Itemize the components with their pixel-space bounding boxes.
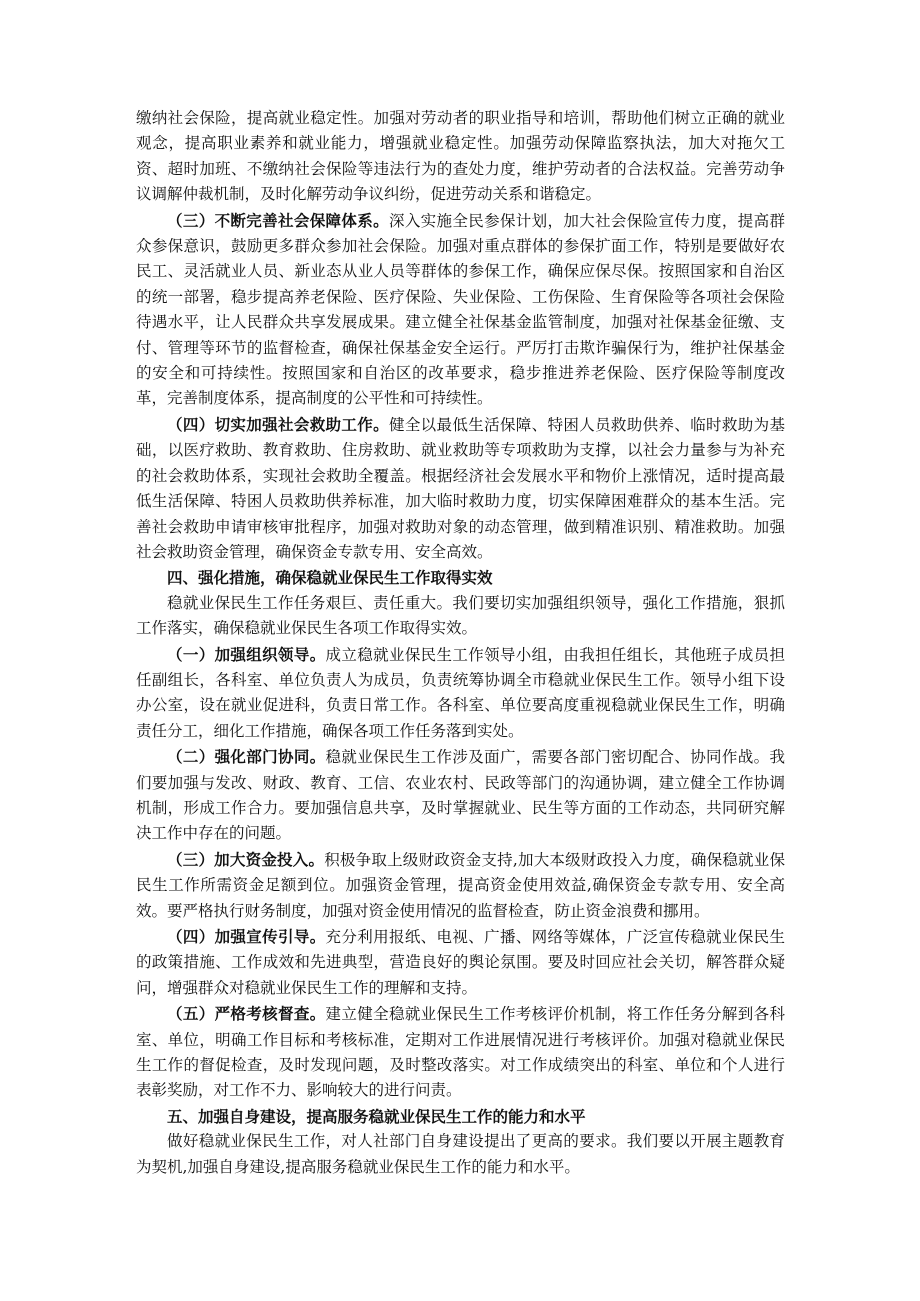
section-heading-4: 四、强化措施，确保稳就业保民生工作取得实效 [167, 568, 493, 588]
paragraph-funding [136, 847, 785, 924]
paragraph-text: 充分利用报纸、电视、广播、网络等媒体，广泛宣传稳就业保民生的政策措施、工作成效和先进典型，营造良好的舆论氛围。要及时回应社会关切，解答群众疑问，增强群众对稳就业保民生工作的理解和支持。 [136, 928, 785, 997]
paragraph-section-5-intro [136, 1129, 785, 1180]
paragraph-text: 稳就业保民生工作涉及面广，需要各部门密切配合、协同作战。我们要加强与发改、财政、教育、工信、农业农村、民政等部门的沟通协调，建立健全工作协调机制，形成工作合力。要加强信息共享，及时掌握就业、民生等方面的工作动态，共同研究解决工作中存在的问题。 [136, 748, 785, 843]
paragraph-lead: （二）强化部门协同。 [167, 747, 326, 767]
paragraph-lead: （一）加强组织领导。 [167, 644, 326, 664]
paragraph-social-security [136, 208, 785, 412]
paragraph-social-assistance [136, 412, 785, 565]
paragraph-section-4-intro [136, 591, 785, 642]
paragraph-text: 稳就业保民生工作任务艰巨、责任重大。我们要切实加强组织领导，强化工作措施，狠抓工作落实，确保稳就业保民生各项工作取得实效。 [136, 593, 785, 638]
paragraph-text: 做好稳就业保民生工作，对人社部门自身建设提出了更高的要求。我们要以开展主题教育为契机,加强自身建设,提高服务稳就业保民生工作的能力和水平。 [136, 1132, 785, 1176]
paragraph-assessment [136, 1001, 785, 1104]
paragraph-text: 深入实施全民参保计划，加大社会保险宣传力度，提高群众参保意识，鼓励更多群众参加社会保险。加强对重点群体的参保扩面工作，特别是要做好农民工、灵活就业人员、新业态从业人员等群体的参保工作，确保应保尽保。按照国家和自治区的统一部署，稳步提高养老保险、医疗保险、失业保险、工伤保险、生育保险等各项社会保险待遇水平，让人民群众共享发展成果。建立健全社保基金监管制度，加强对社保基金征缴、支付、管理等环节的监督检查，确保社保基金安全运行。严厉打击欺诈骗保行为，维护社保基金的安全和可持续性。按照国家和自治区的改革要求，稳步推进养老保险、医疗保险等制度改革，完善制度体系，提高制度的公平性和可持续性。 [136, 211, 785, 408]
paragraph-lead: （三）加大资金投入。 [167, 849, 325, 869]
paragraph-text: 健全以最低生活保障、特困人员救助供养、临时救助为基础，以医疗救助、教育救助、住房救助、就业救助等专项救助为支撑，以社会力量参与为补充的社会救助体系，实现社会救助全覆盖。根据经济社会发展水平和物价上涨情况，适时提高最低生活保障、特困人员救助供养标准，加大临时救助力度，切实保障困难群众的基本生活。完善社会救助申请审核审批程序，加强对救助对象的动态管理，做到精准识别、精准救助。加强社会救助资金管理，确保资金专款专用、安全高效。 [136, 415, 785, 561]
section-heading-5: 五、加强自身建设，提高服务稳就业保民生工作的能力和水平 [167, 1106, 586, 1126]
paragraph-organization [136, 642, 785, 745]
paragraph-lead: （四）切实加强社会救助工作。 [167, 414, 389, 434]
paragraph-coordination [136, 744, 785, 847]
paragraph-text: 成立稳就业保民生工作领导小组，由我担任组长，其他班子成员担任副组长，各科室、单位负责人为成员，负责统筹协调全市稳就业保民生工作。领导小组下设办公室，设在就业促进科，负责日常工作。各科室、单位要高度重视稳就业保民生工作，明确责任分工，细化工作措施，确保各项工作任务落到实处。 [136, 645, 785, 740]
paragraph-publicity [136, 924, 785, 1001]
paragraph-text: 建立健全稳就业保民生工作考核评价机制，将工作任务分解到各科室、单位，明确工作目标和考核标准，定期对工作进展情况进行考核评价。加强对稳就业保民生工作的督促检查，及时发现问题，及时整改落实。对工作成绩突出的科室、单位和个人进行表彰奖励，对工作不力、影响较大的进行问责。 [136, 1005, 785, 1100]
paragraph-text: 积极争取上级财政资金支持,加大本级财政投入力度，确保稳就业保民生工作所需资金足额到位。加强资金管理，提高资金使用效益,确保资金专款专用、安全高效。要严格执行财务制度，加强对资金使用情况的监督检查，防止资金浪费和挪用。 [136, 850, 785, 920]
paragraph-continuation [136, 106, 785, 208]
paragraph-lead: （四）加强宣传引导。 [167, 927, 326, 946]
paragraph-text: 缴纳社会保险，提高就业稳定性。加强对劳动者的职业指导和培训，帮助他们树立正确的就业观念，提高职业素养和就业能力，增强就业稳定性。加强劳动保障监察执法，加大对拖欠工资、超时加班、不缴纳社会保险等违法行为的查处力度，维护劳动者的合法权益。完善劳动争议调解仲裁机制，及时化解劳动争议纠纷，促进劳动关系和谐稳定。 [136, 109, 785, 204]
paragraph-lead: （五）严格考核督查。 [167, 1004, 326, 1024]
paragraph-lead: （三）不断完善社会保障体系。 [167, 210, 389, 230]
